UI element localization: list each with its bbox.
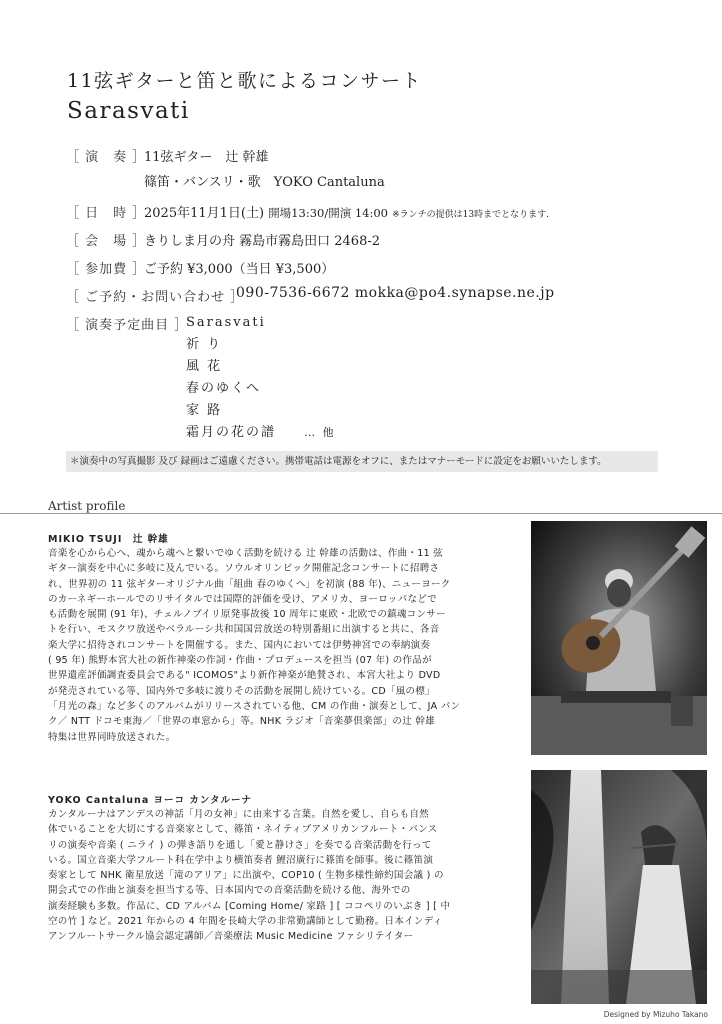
date-times: 開場13:30/開演 14:00 <box>268 206 388 220</box>
bio-line: 空の竹 ] など。2021 年からの 4 年間を長崎大学の非常勤講師として勤務。日本インディ <box>48 916 443 928</box>
program-label: ［ 演奏予定曲目 ］ <box>66 318 189 333</box>
bio-line: のカーネギーホールでのリサイタルでは国際的評価を受け、アメリカ、ヨーロッパなどで <box>48 593 437 605</box>
date-note: ※ランチの提供は13時までとなります. <box>392 210 549 220</box>
fee-label: ［ 参加費 ］ <box>66 262 147 277</box>
program-row <box>66 314 188 333</box>
bio-line: ク／ NTT ドコモ東海／「世界の車窓から」等。NHK ラジオ「音楽夢倶楽部」の辻 幹雄 <box>48 716 435 728</box>
contact-label: ［ ご予約・お問い合わせ ］ <box>66 290 245 305</box>
bio-line: 楽大学に招待されコンサートを開催する。また、国内においては伊勢神宮での奉納演奏 <box>48 639 431 651</box>
date-row <box>66 202 549 221</box>
bio-line: 奏家として NHK 衛星放送「滝のアリア」に出演や、COP10 ( 生物多様性締約国会議 ) の <box>48 870 444 882</box>
song-item: Sarasvati <box>186 315 266 330</box>
date-label: ［ 日 時 ］ <box>66 206 147 221</box>
date-text: 2025年11月1日(土) <box>144 206 265 221</box>
bio-line: が発売されている等、国内外で多岐に渡りその活動を展開し続けている。CD「風の標」 <box>48 685 435 697</box>
designer-credit: Designed by Mizuho Takano <box>603 1010 708 1019</box>
artist2-name: YOKO Cantaluna ヨーコ カンタルーナ <box>48 795 252 806</box>
bio-line: れ、世界初の 11 弦ギターオリジナル曲「組曲 春のゆくへ」を初演 (88 年)、ニューヨーク <box>48 578 451 590</box>
bio-line: 体でいることを大切にする音楽家として、篠笛・ネイティブアメリカンフルート・バンス <box>48 824 438 836</box>
venue-value: きりしま月の舟 霧島市霧島田口 2468-2 <box>144 234 381 249</box>
bio-line: 開会式での作曲と演奏を担当する等、日本国内での音楽活動を続ける他、海外での <box>48 885 411 897</box>
bio-line: アンフルートサークル協会認定講師／音楽療法 Music Medicine ファシリテイター <box>48 931 414 943</box>
song-item <box>186 422 336 444</box>
performer-guitar: 11弦ギター 辻 幹雄 <box>144 150 269 165</box>
performers-row <box>66 146 269 165</box>
profile-divider <box>0 513 722 514</box>
venue-label: ［ 会 場 ］ <box>66 234 147 249</box>
artist1-name: MIKIO TSUJI 辻 幹雄 <box>48 534 169 545</box>
fee-value: ご予約 ¥3,000（当日 ¥3,500） <box>144 262 335 277</box>
bio-line: トを行い、モスクワ放送やベラルーシ共和国国営放送の特別番組に出演すると共に、各音 <box>48 624 440 636</box>
guitarist-photo <box>531 521 707 755</box>
contact-row <box>66 285 555 305</box>
concert-title-jp: 11弦ギターと笛と歌によるコンサート <box>67 70 422 92</box>
fee-row <box>66 258 335 277</box>
bio-line: 「月光の森」など多くのアルバムがリリースされている他、CM の作曲・演奏として、JA バン <box>48 700 461 712</box>
song-list <box>186 312 336 444</box>
date-value <box>144 202 549 221</box>
venue-row <box>66 230 381 249</box>
bio-line: 世界遺産評価調査委員会である" ICOMOS"より新作神楽が絶賛され、本宮大社より DVD <box>48 670 441 682</box>
notice-banner: ＊演奏中の写真撮影 及び 録画はご遠慮ください。携帯電話は電源をオフに、またはマナーモードに設定をお願いいたします。 <box>66 451 658 472</box>
bio-line: カンタルーナはアンデスの神話「月の女神」に由来する言葉。自然を愛し、自らも自然 <box>48 809 430 820</box>
artist-profile-header: Artist profile <box>48 499 126 513</box>
songs-etc: … 他 <box>304 426 336 439</box>
song-item: 家 路 <box>186 403 223 418</box>
bio-line: も活動を展開 (91 年)、チェルノブイリ原発事故後 10 周年に東欧・北欧での鎮魂コンサー <box>48 609 446 621</box>
bio-line: 特集は世界同時放送された。 <box>48 731 176 743</box>
song-item: 風 花 <box>186 359 223 374</box>
concert-title-en: Sarasvati <box>67 98 190 124</box>
artist2-bio <box>48 807 520 945</box>
performer-flute-voice: 篠笛・バンスリ・歌 YOKO Cantaluna <box>144 175 385 190</box>
song-title: 霜月の花の譜 <box>186 425 277 440</box>
contact-value: 090-7536-6672 mokka@po4.synapse.ne.jp <box>236 285 555 301</box>
flutist-photo <box>531 770 707 1004</box>
song-item: 祈 り <box>186 337 223 352</box>
bio-line: ギター演奏を中心に多岐に及んでいる。ソウルオリンピック開催記念コンサートに招聘さ <box>48 563 440 575</box>
bio-line: 音楽を心から心へ、魂から魂へと繋いでゆく活動を続ける 辻 幹雄の活動は、作曲・11 弦 <box>48 548 444 559</box>
bio-line: 演奏経験も多数。作品に、CD アルバム [Coming Home/ 家路 ] [ ココペリのいぶき ] [ 中 <box>48 900 451 912</box>
artist1-bio <box>48 546 520 745</box>
song-item: 春のゆくへ <box>186 381 262 396</box>
bio-line: いる。国立音楽大学フルート科在学中より横笛奏者 鯉沼廣行に篠笛を師事。後に篠笛演 <box>48 854 434 866</box>
performers-label: ［ 演 奏 ］ <box>66 150 147 165</box>
bio-line: ( 95 年) 熊野本宮大社の新作神楽の作詞・作曲・プロデュースを担当 (07 年) の作品が <box>48 655 432 667</box>
bio-line: リの演奏や音楽 ( ニライ ) の弾き語りを通し「愛と静けさ」を奏でる音楽活動を行って <box>48 839 432 851</box>
